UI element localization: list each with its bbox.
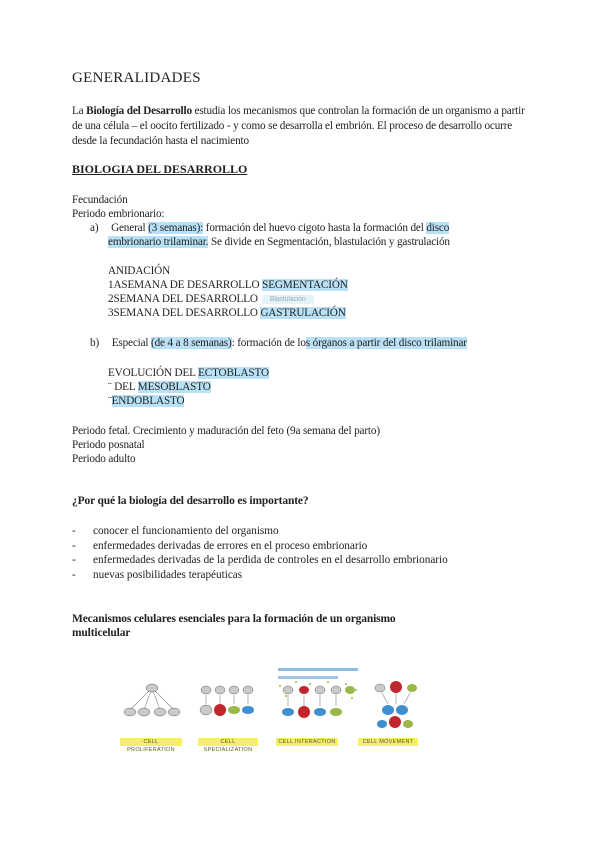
highlight-segmentacion: SEGMENTACIÓN: [262, 279, 348, 291]
highlight-organos: s órganos a partir del disco trilaminar: [305, 337, 467, 349]
label-cell-specialization: CELL SPECIALIZATION: [198, 738, 258, 746]
evolucion-text: EVOLUCIÓN DEL: [108, 367, 199, 379]
week-3: [108, 306, 346, 320]
highlight-mesoblasto: MESOBLASTO: [137, 381, 211, 393]
section-heading-mecanismos-1: Mecanismos celulares esenciales para la formación de un organismo: [72, 613, 396, 625]
anidacion-line: ANIDACIÓN: [108, 265, 171, 277]
bullet-dash: -: [72, 525, 76, 537]
list-item: [72, 568, 448, 583]
highlight-ectoblasto: ECTOBLASTO: [198, 367, 269, 379]
cell-diagram: [120, 660, 420, 738]
highlight-gastrulacion: GASTRULACIÓN: [260, 307, 346, 319]
general-label: General: [111, 222, 149, 234]
evolucion-text: ¨ DEL: [108, 381, 138, 393]
label-cell-interaction: CELL INTERACTION: [276, 738, 338, 746]
periodo-adulto: Periodo adulto: [72, 453, 136, 465]
label-cell-movement: CELL MOVEMENT: [358, 738, 418, 746]
general-item-cont: [108, 235, 450, 249]
week-2: [108, 292, 314, 307]
general-text: formación del huevo cigoto hasta la formación del: [203, 222, 427, 234]
week-text: 2SEMANA DEL DESARROLLO: [108, 293, 258, 305]
cell-specialization-diagram: [200, 686, 254, 716]
periodo-embrionario-line: Periodo embrionario:: [72, 208, 165, 220]
intro-bold-term: Biología del Desarrollo: [86, 105, 192, 117]
bullet-text: enfermedades derivadas de la perdida de controles en el desarrollo embrionario: [93, 554, 448, 566]
list-marker: a): [90, 222, 99, 234]
list-item: [72, 553, 448, 568]
section-heading-importancia: ¿Por qué la biología del desarrollo es importante?: [72, 495, 309, 507]
evolucion-text: ¨: [108, 395, 112, 407]
importancia-list: [72, 524, 448, 582]
evolucion-3: [108, 394, 184, 408]
week-1: [108, 278, 348, 292]
bullet-dash: -: [72, 568, 76, 581]
page-title: GENERALIDADES: [72, 70, 201, 86]
general-item: [90, 221, 449, 235]
especial-text: : formación de lo: [231, 337, 306, 349]
periodo-fetal: Periodo fetal. Crecimiento y maduración del feto (9a semana del parto): [72, 425, 380, 437]
highlight-endoblasto: ENDOBLASTO: [111, 395, 185, 407]
cell-proliferation-diagram: [124, 684, 180, 716]
label-cell-proliferation: CELL PROLIFERATION: [120, 738, 182, 746]
cell-mechanisms-figure: [120, 660, 420, 753]
especial-weeks: (de 4 a 8 semanas): [151, 337, 232, 349]
general-text-2: Se divide en Segmentación, blastulación y gastrulación: [208, 236, 450, 248]
bullet-dash: -: [72, 539, 76, 552]
week-text: 3SEMANA DEL DESARROLLO: [108, 307, 261, 319]
intro-paragraph: [72, 104, 532, 149]
highlight-embrionario: embrionario trilaminar.: [108, 236, 209, 248]
bullet-text: enfermedades derivadas de errores en el proceso embrionario: [93, 539, 368, 552]
bullet-dash: -: [72, 554, 76, 566]
list-item: [72, 539, 448, 554]
cell-interaction-diagram: [278, 668, 358, 718]
evolucion-1: [108, 366, 269, 380]
blastulacion-tag: Blastulación: [262, 295, 314, 304]
evolucion-2: [108, 380, 211, 394]
intro-post: estudia los mecanismos que controlan la formación de un organismo a partir de una célula – el oocito fertilizado - y como se desarrolla el embrión. El proceso de desarrollo ocurre desde la fecundación hasta el nacimiento: [72, 105, 525, 147]
cell-movement-diagram: [375, 681, 417, 728]
bullet-text: conocer el funcionamiento del organismo: [93, 525, 279, 537]
especial-item: [90, 336, 467, 350]
fecundacion-line: Fecundación: [72, 194, 128, 206]
list-item: [72, 524, 448, 539]
especial-label: Especial: [111, 337, 152, 349]
intro-pre: La: [72, 105, 87, 117]
highlight-disco: disco: [426, 222, 450, 234]
week-text: 1ASEMANA DE DESARROLLO: [108, 279, 263, 291]
section-heading-mecanismos-2: multicelular: [72, 627, 131, 639]
list-marker: b): [90, 337, 100, 349]
general-weeks: (3 semanas):: [148, 222, 204, 234]
periodo-posnatal: Periodo posnatal: [72, 439, 145, 451]
section-heading-biologia: BIOLOGIA DEL DESARROLLO: [72, 162, 248, 176]
bullet-text: nuevas posibilidades terapéuticas: [93, 568, 243, 581]
